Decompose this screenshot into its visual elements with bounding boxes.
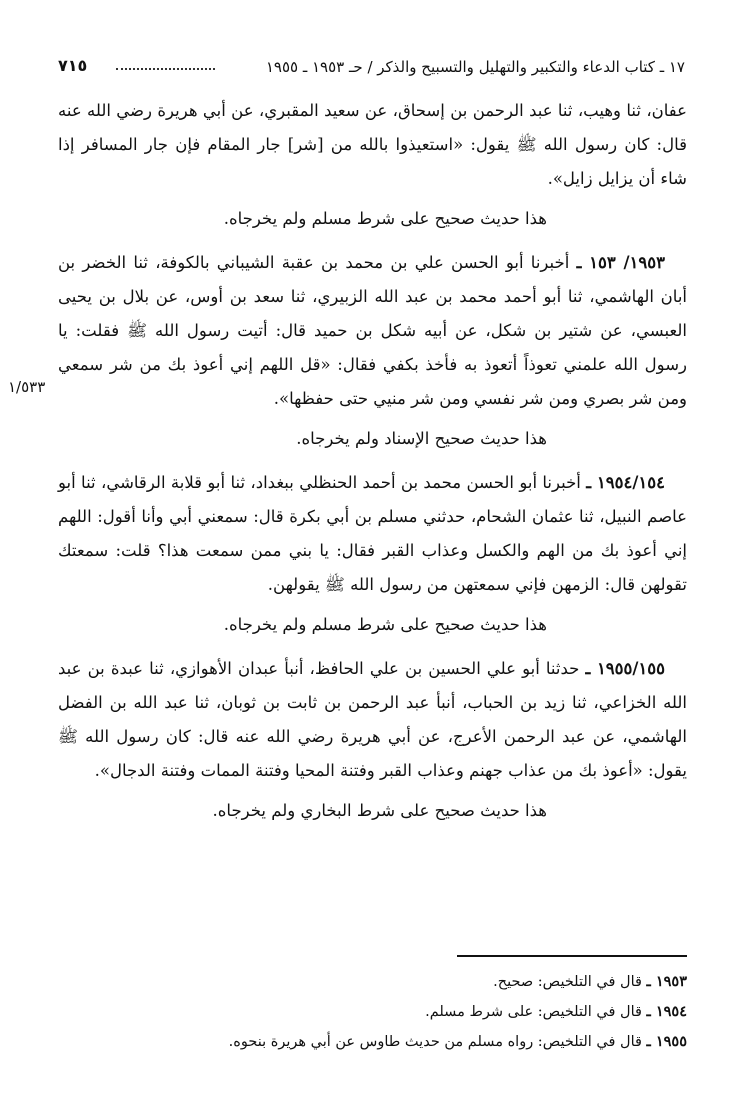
footnote-text: قال في التلخيص: رواه مسلم من حديث طاوس عن أبي هريرة بنحوه. xyxy=(228,1034,647,1050)
footnote-divider xyxy=(457,955,687,957)
hadith-number: ١٩٥٥/١٥٥ ـ xyxy=(585,659,665,678)
hadith-1953 xyxy=(58,246,687,416)
page-number: ٧١٥ xyxy=(58,56,88,75)
verdict-1953: هذا حديث صحيح الإسناد ولم يخرجاه. xyxy=(296,429,547,448)
footnote-number: ١٩٥٤ ـ xyxy=(646,1003,687,1020)
footnote-1955 xyxy=(58,1027,687,1057)
footnote-number: ١٩٥٥ ـ xyxy=(646,1033,687,1050)
page-body xyxy=(58,94,687,838)
hadith-number: ١٩٥٤/١٥٤ ـ xyxy=(586,473,665,492)
footnote-text: قال في التلخيص: صحيح. xyxy=(493,974,647,990)
footnote-text: قال في التلخيص: على شرط مسلم. xyxy=(425,1004,647,1020)
verdict-1952: هذا حديث صحيح على شرط مسلم ولم يخرجاه. xyxy=(223,209,547,228)
footnote-1954 xyxy=(58,997,687,1027)
hadith-text: حدثنا أبو علي الحسين بن علي الحافظ، أنبأ عبدان الأهوازي، ثنا عبدة بن عبد الله الخزاعي، ثنا زيد بن الحباب، أنبأ عبد الرحمن بن ثابت بن ثوبان، ثنا عبد الله بن الفضل الهاشمي، عن عبد الرحمن الأعرج، عن أبي هريرة رضي الله عنه قال: كان رسول الله ﷺ يقول: «أعوذ بك من عذاب جهنم وعذاب القبر وفتنة المحيا وفتنة الممات وفتنة الدجال». xyxy=(58,659,687,780)
footnotes xyxy=(58,955,687,1057)
footnote-number: ١٩٥٣ ـ xyxy=(646,973,687,990)
hadith-text: أخبرنا أبو الحسن محمد بن أحمد الحنظلي ببغداد، ثنا أبو قلابة الرقاشي، ثنا أبو عاصم النبيل، ثنا عثمان الشحام، حدثني مسلم بن أبي بكرة قال: سمعني أبي وأنا أقول: اللهم إني أعوذ بك من الهم والكسل وعذاب القبر فقال: يا بني ممن سمعت هذا؟ قلت: سمعتك تقولهن قال: الزمهن فإني سمعتهن من رسول الله ﷺ يقولهن. xyxy=(58,473,687,594)
margin-reference: ١/٥٣٣ xyxy=(8,378,46,396)
hadith-1952-continuation: عفان، ثنا وهيب، ثنا عبد الرحمن بن إسحاق، عن سعيد المقبري، عن أبي هريرة رضي الله عنه قال: كان رسول الله ﷺ يقول: «استعيذوا بالله من [شر] جار المقام فإن جار المسافر إذا شاء أن يزايل زايل». xyxy=(58,101,687,188)
hadith-1955 xyxy=(58,652,687,788)
hadith-1954 xyxy=(58,466,687,602)
verdict-1955: هذا حديث صحيح على شرط البخاري ولم يخرجاه. xyxy=(212,801,547,820)
hadith-number: ١٩٥٣/ ١٥٣ ـ xyxy=(576,253,665,272)
footnote-1953 xyxy=(58,967,687,997)
running-header xyxy=(58,56,685,82)
leader-dots xyxy=(116,68,215,70)
verdict-1954: هذا حديث صحيح على شرط مسلم ولم يخرجاه. xyxy=(223,615,547,634)
hadith-text: أخبرنا أبو الحسن علي بن محمد بن عقبة الشيباني بالكوفة، ثنا الخضر بن أبان الهاشمي، ثنا أبو أحمد محمد بن عبد الله الزبيري، ثنا سعد بن أوس، عن بلال بن يحيى العبسي، عن شتير بن شكل، عن أبيه شكل بن حميد قال: أتيت رسول الله ﷺ فقلت: يا رسول الله علمني تعوذاً أتعوذ به فأخذ بكفي فقال: «قل اللهم إني أعوذ بك من شر سمعي ومن شر بصري ومن شر نفسي ومن شر منيي حتى حفظها». xyxy=(58,253,687,408)
chapter-title: ١٧ ـ كتاب الدعاء والتكبير والتهليل والتسبيح والذكر / حـ ١٩٥٣ ـ ١٩٥٥ xyxy=(265,58,685,76)
